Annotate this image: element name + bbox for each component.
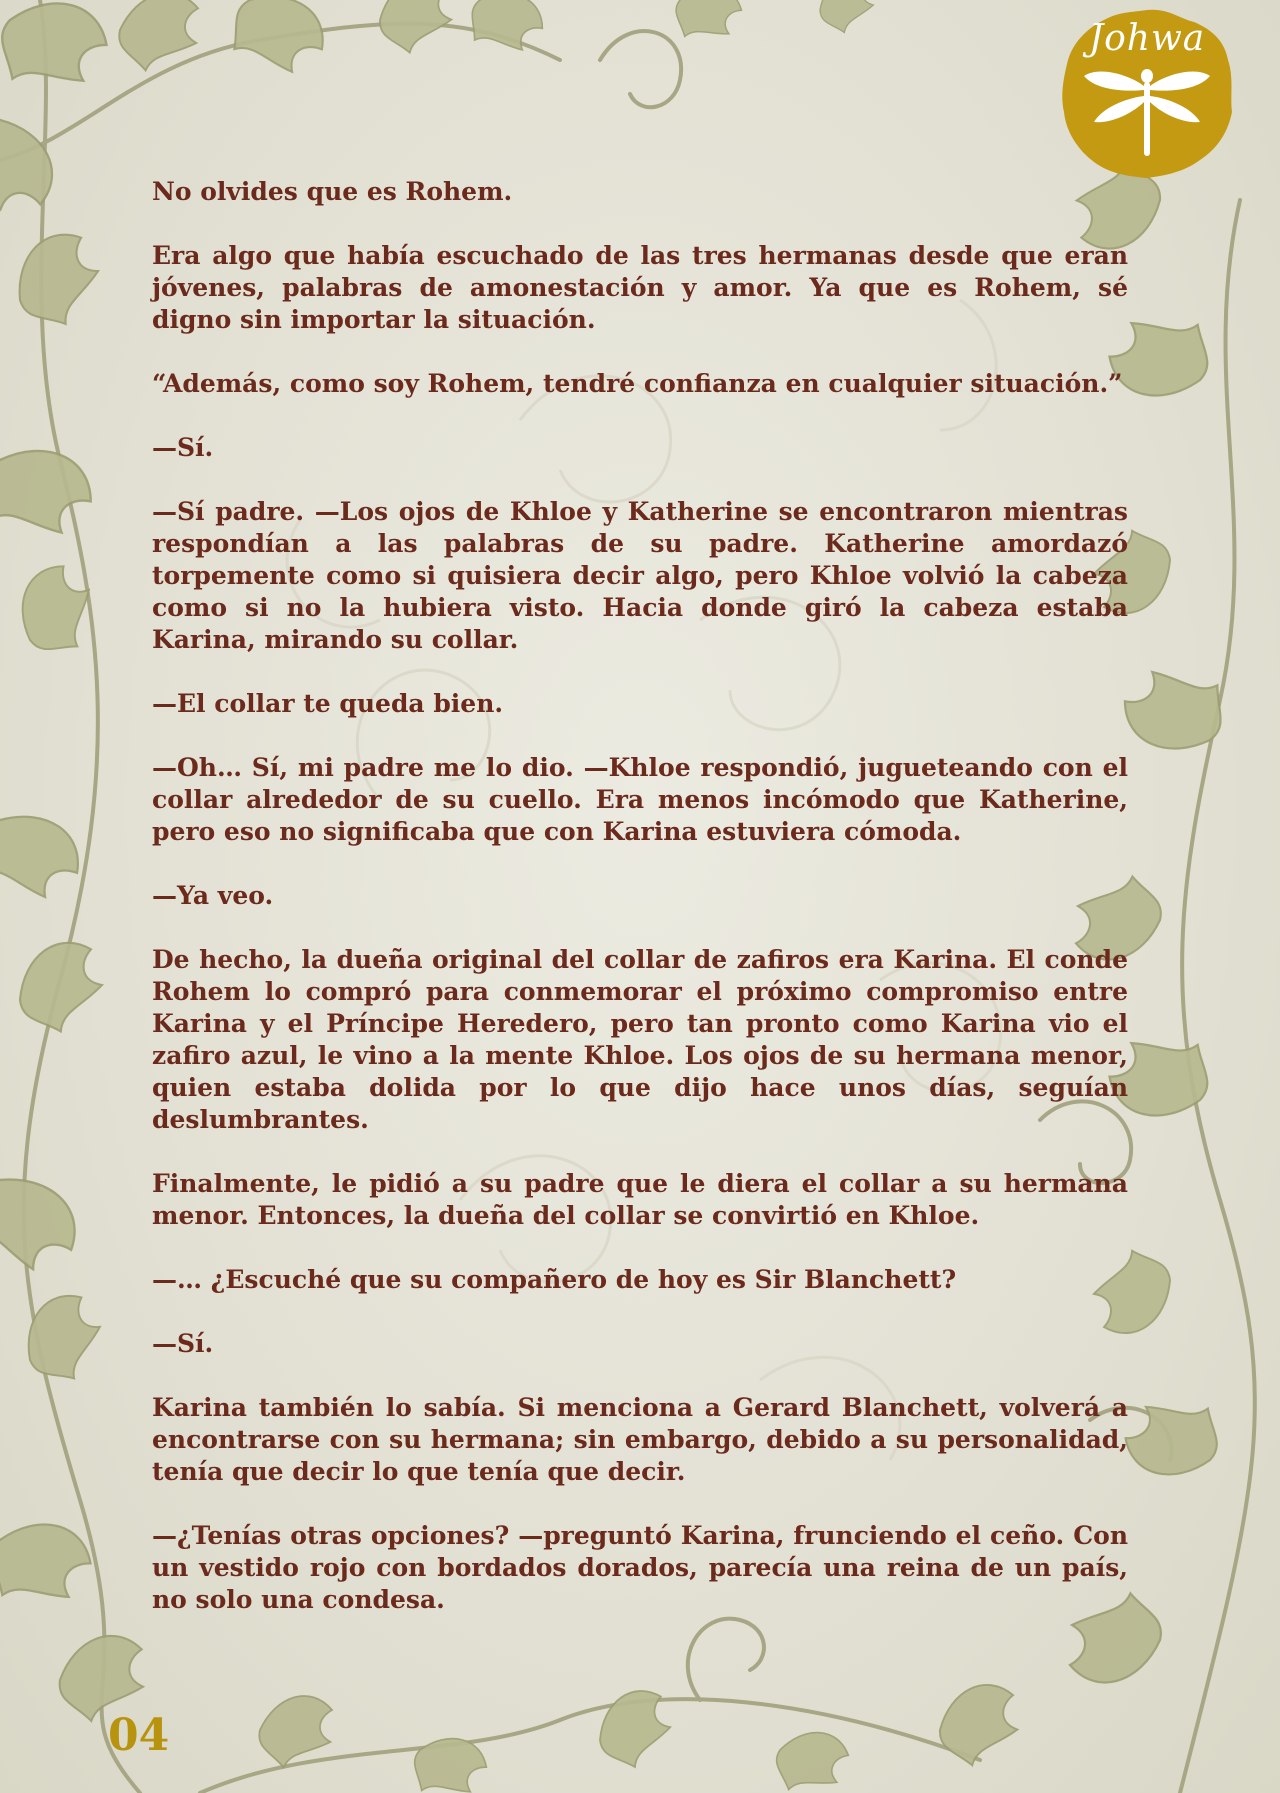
paragraph: —Sí.	[152, 1329, 214, 1358]
logo-text: Johwa	[1088, 18, 1206, 59]
paragraph: —Ya veo.	[152, 881, 274, 910]
paragraph: Era algo que había escuchado de las tres hermanas desde que eran jóvenes, palabras de amonestación y amor. Ya que es Rohem, sé digno sin importar la situación.	[152, 241, 1128, 334]
paragraph: —… ¿Escuché que su compañero de hoy es Sir Blanchett?	[152, 1265, 957, 1294]
chapter-text	[152, 176, 1128, 1648]
johwa-logo	[1058, 4, 1236, 182]
paragraph: Karina también lo sabía. Si menciona a Gerard Blanchett, volverá a encontrarse con su hermana; sin embargo, debido a su personalidad, tenía que decir lo que tenía que decir.	[152, 1393, 1128, 1486]
paragraph: De hecho, la dueña original del collar de zafiros era Karina. El conde Rohem lo compró para conmemorar el próximo compromiso entre Karina y el Príncipe Heredero, pero tan pronto como Karina vio el zafiro azul, le vino a la mente Khloe. Los ojos de su hermana menor, quien estaba dolida por lo que dijo hace unos días, seguían deslumbrantes.	[152, 945, 1128, 1134]
paragraph: —Sí.	[152, 433, 214, 462]
paragraph: —Oh… Sí, mi padre me lo dio. —Khloe respondió, jugueteando con el collar alrededor de su cuello. Era menos incómodo que Katherine, pero eso no significaba que con Karina estuviera cómoda.	[152, 753, 1128, 846]
paragraph: Finalmente, le pidió a su padre que le diera el collar a su hermana menor. Entonces, la dueña del collar se convirtió en Khloe.	[152, 1169, 1128, 1230]
paragraph: —El collar te queda bien.	[152, 689, 504, 718]
paragraph: No olvides que es Rohem.	[152, 177, 513, 206]
paragraph: —¿Tenías otras opciones? —preguntó Karina, frunciendo el ceño. Con un vestido rojo con bordados dorados, parecía una reina de un país, no solo una condesa.	[152, 1521, 1128, 1614]
page-number: 04	[108, 1710, 170, 1761]
paragraph: —Sí padre. —Los ojos de Khloe y Katherine se encontraron mientras respondían a las palabras de su padre. Katherine amordazó torpemente como si quisiera decir algo, pero Khloe volvió la cabeza como si no la hubiera visto. Hacia donde giró la cabeza estaba Karina, mirando su collar.	[152, 497, 1128, 654]
paragraph: “Además, como soy Rohem, tendré confianza en cualquier situación.”	[152, 369, 1123, 398]
